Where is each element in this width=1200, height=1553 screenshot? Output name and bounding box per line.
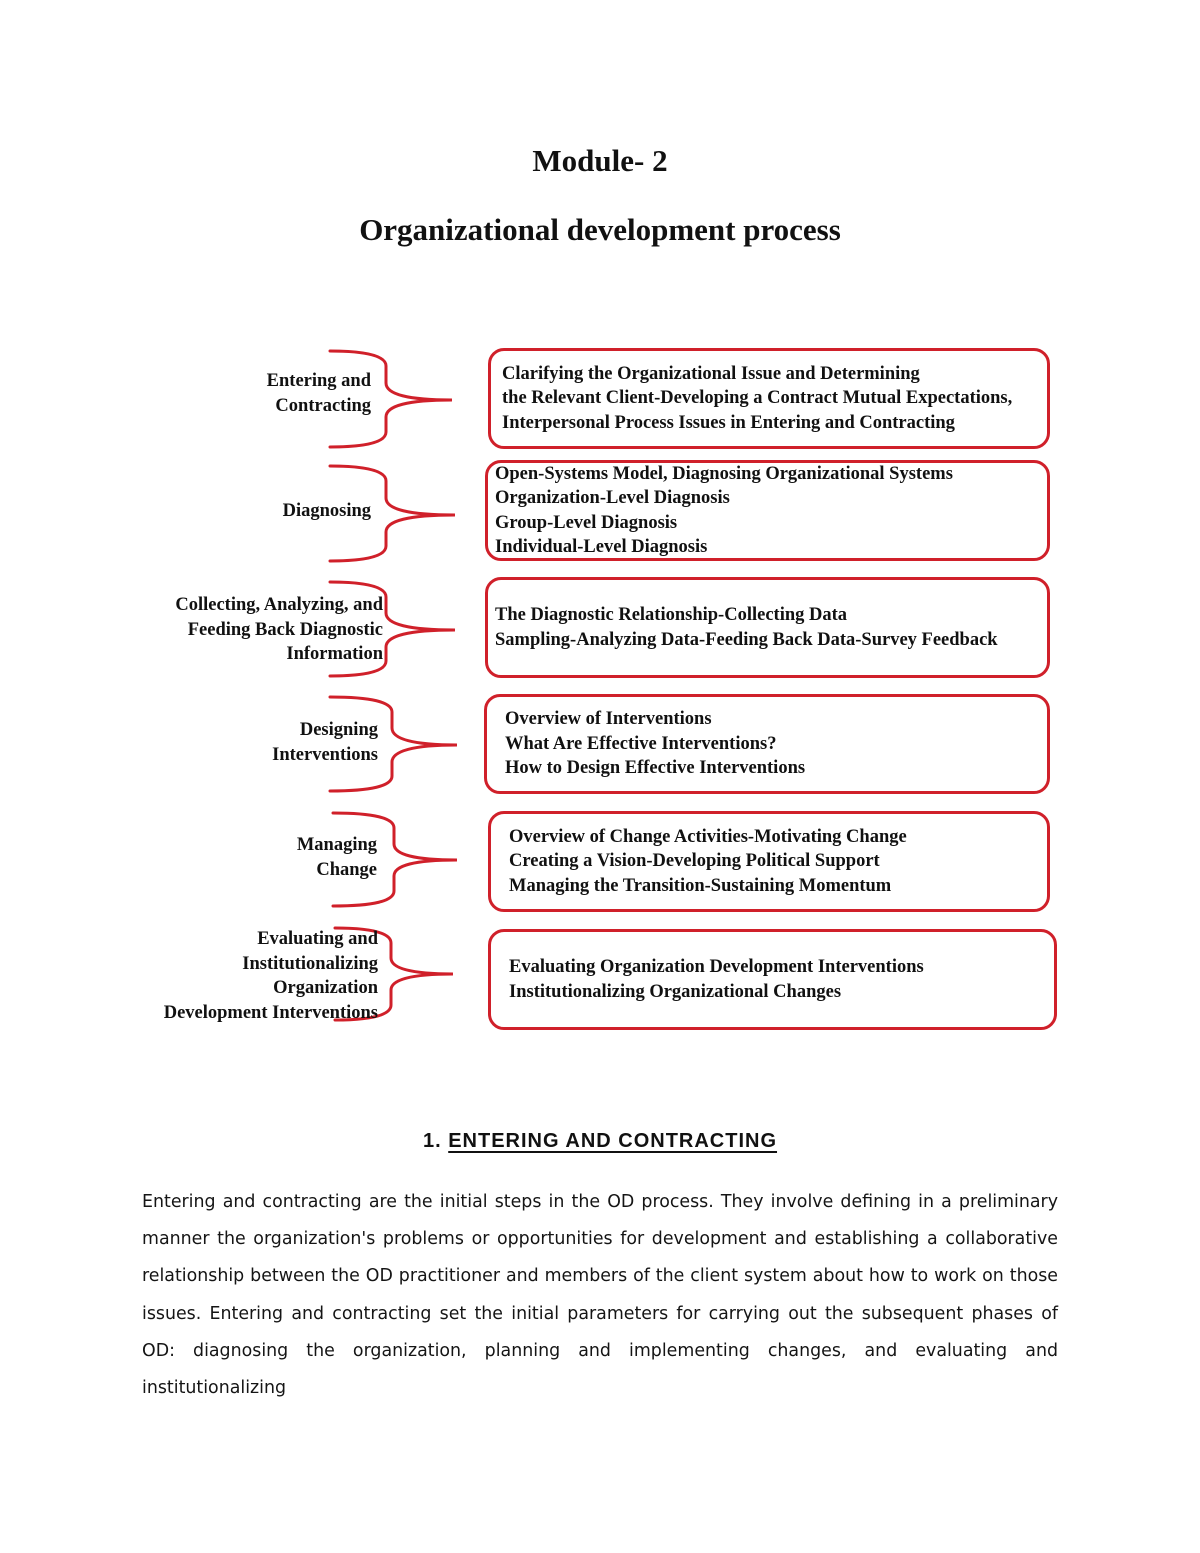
stage-content-evaluating: Evaluating Organization Development Interventions Institutionalizing Organizational Changes [509, 957, 924, 1002]
stage-box-managing [488, 811, 1050, 912]
section-title: ENTERING AND CONTRACTING [448, 1130, 778, 1152]
stage-box-evaluating [488, 929, 1057, 1030]
stage-box-entering [488, 348, 1050, 449]
stage-box-designing [484, 694, 1050, 794]
module-title: Module- 2 [532, 143, 668, 178]
stage-label-evaluating: Evaluating and Institutionalizing Organization Development Interventions [163, 929, 378, 1023]
stage-content-collecting: The Diagnostic Relationship-Collecting Data Sampling-Analyzing Data-Feeding Back Data-Survey Feedback [495, 605, 998, 650]
section-number: 1. [422, 1130, 442, 1152]
stage-content-designing: Overview of Interventions What Are Effective Interventions? How to Design Effective Interventions [505, 709, 806, 779]
page-title: Organizational development process [359, 212, 841, 247]
section-heading [0, 1130, 1200, 1153]
stage-label-managing: Managing Change [296, 835, 377, 880]
stage-label-designing: Designing Interventions [272, 720, 378, 765]
stage-box-diagnosing [485, 460, 1050, 561]
stage-box-collecting [485, 577, 1050, 678]
stage-content-managing: Overview of Change Activities-Motivating Change Creating a Vision-Developing Political Support Managing the Transition-Sustaining Momentum [509, 826, 907, 896]
stage-label-collecting: Collecting, Analyzing, and Feeding Back Diagnostic Information [175, 595, 383, 664]
stage-content-diagnosing: Open-Systems Model, Diagnosing Organizational Systems Organization-Level Diagnosis Group-Level Diagnosis Individual-Level Diagnosis [495, 463, 953, 557]
stage-content-entering: Clarifying the Organizational Issue and Determining the Relevant Client-Developing a Contract Mutual Expectations, Interpersonal Process Issues in Entering and Contracting [502, 363, 1013, 433]
section-body-paragraph: Entering and contracting are the initial steps in the OD process. They involve defining in a preliminary manner the organization's problems or opportunities for development and establishing a collaborative relationship between the OD practitioner and members of the client system about how to work on those issues. Entering and contracting set the initial parameters for carrying out the subsequent phases of OD: diagnosing the organization, planning and implementing changes, and evaluating and institutionalizing [142, 1192, 1058, 1399]
stage-label-diagnosing: Diagnosing [282, 501, 371, 521]
stage-label-entering: Entering and Contracting [266, 371, 371, 416]
